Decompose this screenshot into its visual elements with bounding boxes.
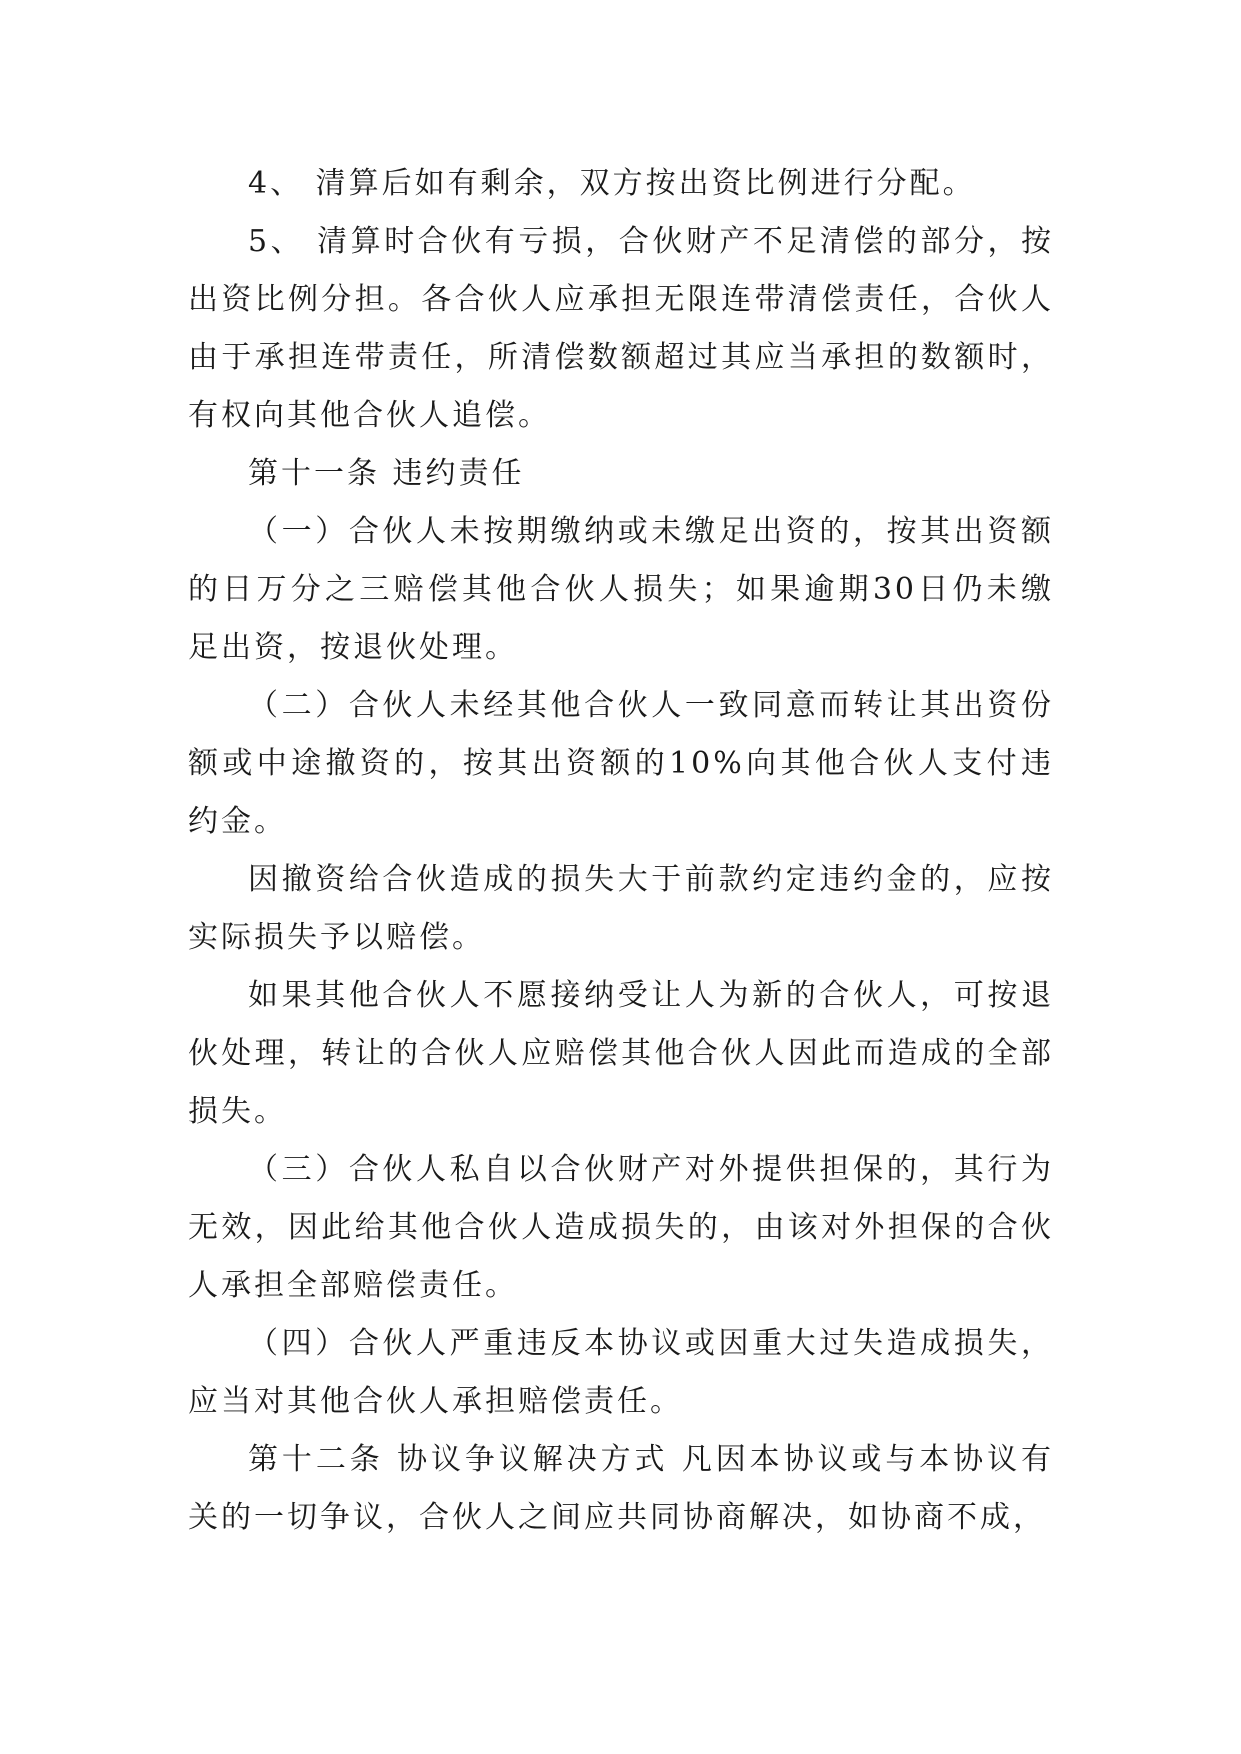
- article-11-item-4: （四）合伙人严重违反本协议或因重大过失造成损失，应当对其他合伙人承担赔偿责任。: [188, 1326, 1054, 1419]
- article-11-item-2-note-2: 如果其他合伙人不愿接纳受让人为新的合伙人，可按退伙处理，转让的合伙人应赔偿其他合伙人因此而造成的全部损失。: [188, 978, 1054, 1129]
- clause-4-paragraph: 4、 清算后如有剩余，双方按出资比例进行分配。: [248, 166, 976, 201]
- article-11-item-2-note-1: 因撤资给合伙造成的损失大于前款约定违约金的，应按实际损失予以赔偿。: [188, 862, 1054, 955]
- article-11-item-1: （一）合伙人未按期缴纳或未缴足出资的，按其出资额的日万分之三赔偿其他合伙人损失；如果逾期30日仍未缴足出资，按退伙处理。: [188, 514, 1054, 665]
- article-11-item-2: （二）合伙人未经其他合伙人一致同意而转让其出资份额或中途撤资的，按其出资额的10%向其他合伙人支付违约金。: [188, 688, 1054, 839]
- article-11-item-3: （三）合伙人私自以合伙财产对外提供担保的，其行为无效，因此给其他合伙人造成损失的，由该对外担保的合伙人承担全部赔偿责任。: [188, 1152, 1054, 1303]
- article-12-paragraph: 第十二条 协议争议解决方式 凡因本协议或与本协议有关的一切争议，合伙人之间应共同协商解决，如协商不成，: [188, 1442, 1054, 1535]
- clause-5-paragraph: 5、 清算时合伙有亏损，合伙财产不足清偿的部分，按出资比例分担。各合伙人应承担无限连带清偿责任，合伙人由于承担连带责任，所清偿数额超过其应当承担的数额时，有权向其他合伙人追偿。: [188, 224, 1054, 433]
- document-body: [188, 155, 1054, 1547]
- article-11-heading: 第十一条 违约责任: [248, 456, 525, 491]
